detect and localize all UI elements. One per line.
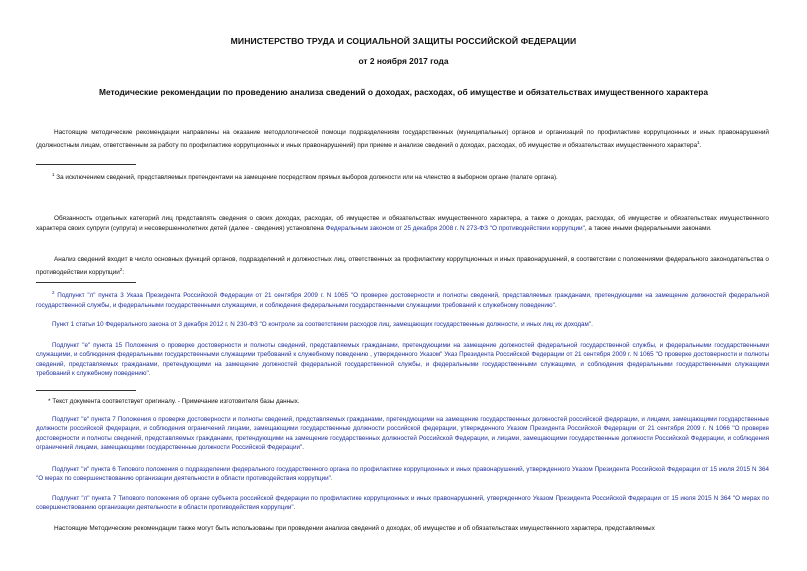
paragraph-obligation	[36, 214, 769, 233]
footnote-7[interactable]: Подпункт "л" пункта 7 Типового положения об органе субъекта российской федерации по профилактике коррупционных и иных правонарушений, утвержденного Указом Президента Российской Федерации от 15 июля 2015 N 364 "О мерах по совершенствованию организации деятельности в области противодействия коррупции".	[36, 495, 769, 512]
footnote-ref-1[interactable]: 1	[697, 139, 700, 145]
document-date: от 2 ноября 2017 года	[358, 56, 449, 66]
footnote-3[interactable]: Пункт 1 статьи 10 Федерального закона от 3 декабря 2012 г. N 230-ФЗ "О контроле за соответствием расходов лиц, замещающих государственные должности, и иных лиц их доходам".	[52, 321, 593, 328]
footnote-2-text: Подпункт "л" пункта 3 Указа Президента Российской Федерации от 21 сентября 2009 г. N 1065 "О проверке достоверности и полноты сведений, представляемых гражданами, претендующими на замещение должностей федеральной государственной службы, и федеральными государственными служащими, и соблюдения федеральными государственными служащими требований к служебному поведению".	[36, 292, 770, 309]
editor-note: * Текст документа соответствует оригиналу. - Примечание изготовителя базы данных.	[48, 398, 300, 405]
footnote-ref-2[interactable]: 2	[119, 266, 123, 272]
paragraph-obligation-tail: , а также иными федеральными законами.	[584, 224, 712, 232]
footnote-2[interactable]	[36, 288, 769, 310]
footnote-divider-1	[36, 164, 136, 165]
ministry-heading: МИНИСТЕРСТВО ТРУДА И СОЦИАЛЬНОЙ ЗАЩИТЫ РОССИЙСКОЙ ФЕДЕРАЦИИ	[230, 36, 577, 46]
paragraph-usage: Настоящие Методические рекомендации также могут быть использованы при проведении анализа сведений о доходах, об имуществе и об обязательствах имущественного характера, представляемых	[54, 525, 655, 532]
footnote-5[interactable]: Подпункт "е" пункта 7 Положения о проверке достоверности и полноты сведений, представляемых гражданами, претендующими на замещение государственных должностей российской федерации, и лицами, замещающими государственные должности российской федерации, и соблюдения ограничений лицами, замещающими государственные должности российской федерации, утвержденного Указом Президента Российской Федерации от 21 сентября 2009 г. N 1066 "О проверке достоверности и полноты сведений, представляемых гражданами, претендующими на замещение государственных должностей Российской Федерации, и лицами, замещающими государственные должности Российской Федерации, и соблюдения ограничений лицами, замещающими государственные должности Российской Федерации".	[36, 416, 769, 452]
footnote-num-1: 1	[52, 172, 55, 177]
paragraph-analysis-text: Анализ сведений входит в число основных функций органов, подразделений и должностных лиц, ответственных за профилактику коррупционных и иных правонарушений, в соответствии с положениями федерального законодательства о противодействии коррупции	[36, 256, 769, 276]
document-title: Методические рекомендации по проведению анализа сведений о доходах, расходах, об имуществе и обязательствах имущественного характера	[98, 87, 709, 97]
footnote-divider-2	[36, 282, 136, 283]
footnote-1	[36, 170, 769, 183]
footnote-6[interactable]: Подпункт "и" пункта 6 Типового положения о подразделении федерального государственного органа по профилактике коррупционных и иных правонарушений, утвержденного Указом Президента Российской Федерации от 15 июля 2015 N 364 "О мерах по совершенствованию организации деятельности в области противодействия коррупции".	[36, 466, 769, 483]
federal-law-273-link[interactable]: Федеральным законом от 25 декабря 2008 г. N 273-ФЗ "О противодействии коррупции"	[325, 224, 585, 232]
footnote-num-2: 2	[52, 290, 55, 295]
paragraph-intro: Настоящие методические рекомендации направлены на оказание методологической помощи подразделениям государственных (муниципальных) органов и организаций по профилактике коррупционных и иных правонарушений (должностным лицам, ответственным за работу по профилактике коррупционных и иных правонарушений) при приеме и анализе сведений о доходах, расходах, об имуществе и обязательствах имущественного характера$^1$.	[36, 129, 769, 149]
footnote-4[interactable]: Подпункт "е" пункта 15 Положения о проверке достоверности и полноты сведений, представляемых гражданами, претендующими на замещение должностей федеральной государственной службы, и федеральными государственными служащими, и соблюдения федеральными государственными служащими требований к служебному поведению , утвержденного Указом" Указ Президента Российской Федерации от 21 сентября 2009 г. N 1065 "О проверке достоверности и полноты сведений, представляемых гражданами, претендующими на замещение должностей федеральной государственной службы, и федеральными государственными служащими, и соблюдения федеральными государственными служащими требований к служебному поведению".	[36, 342, 769, 378]
paragraph-obligation-text: Обязанность отдельных категорий лиц представлять сведения о своих доходах, расходах, об имуществе и обязательствах имущественного характера, а также о доходах, расходах, об имуществе и обязательствах имущественного характера своих супруги (супруга) и несовершеннолетних детей (далее - сведения) установлена	[36, 215, 769, 232]
paragraph-analysis: Анализ сведений входит в число основных функций органов, подразделений и должностных лиц, ответственных за профилактику коррупционных и иных правонарушений, в соответствии с положениями федерального законодательства о противодействии коррупции$^2$:	[36, 256, 769, 276]
note-divider	[36, 390, 136, 391]
footnote-1-text: За исключением сведений, представляемых претендентами на замещение посредством прямых выборов должности или на членство в выборном органе (палате органа).	[56, 174, 558, 182]
paragraph-intro-text: Настоящие методические рекомендации направлены на оказание методологической помощи подразделениям государственных (муниципальных) органов и организаций по профилактике коррупционных и иных правонарушений (должностным лицам, ответственным за работу по профилактике коррупционных и иных правонарушений) при приеме и анализе сведений о доходах, расходах, об имуществе и обязательствах имущественного характера	[36, 129, 769, 149]
